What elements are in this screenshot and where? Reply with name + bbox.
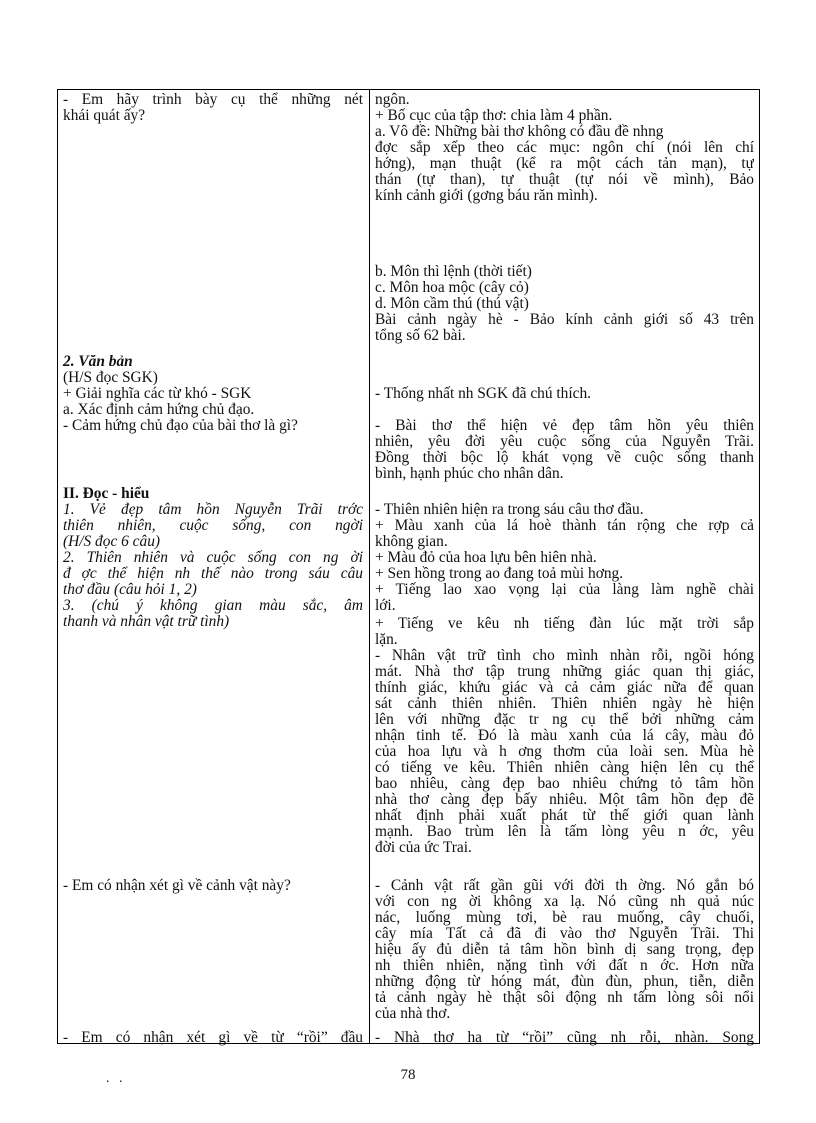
answer-text-line: - Nhân vật trữ tình cho mình nhàn rỗi, ngồi hóng <box>375 648 754 664</box>
question-text-line: a. Xác định cảm hứng chủ đạo. <box>63 401 255 418</box>
answer-text-line: - Nhà thơ ha từ “rồi” cũng nh rỗi, nhàn. Song <box>375 1030 754 1046</box>
question-text-line: - Em hãy trình bày cụ thể những nét <box>63 92 363 108</box>
answer-text-line: nhiên, yêu đời yêu cuộc sống của Nguyễn Trãi. <box>375 434 754 450</box>
answer-text-line: nhận tinh tế. Đó là màu xanh của lá cây, màu đỏ <box>375 728 754 744</box>
question-text-line: 1. Vẻ đẹp tâm hồn Nguyễn Trãi trớc <box>63 502 363 518</box>
question-text-line: thơ đầu (câu hỏi 1, 2) <box>63 581 197 598</box>
answer-text-line: lới. <box>375 597 396 614</box>
answer-text-line: + Tiếng ve kêu nh tiếng đàn lúc mặt trời sắp <box>375 616 754 632</box>
answer-text-line: của hoa lựu và h ơng thơm của loài sen. Mùa hè <box>375 744 754 760</box>
answer-text-line: thính giác, khứu giác và cả cảm giác nữa để quan <box>375 680 754 696</box>
answer-text-line: nác, luống mùng tơi, bè rau muống, cây chuối, <box>375 910 754 926</box>
answer-text-line: b. Môn thì lệnh (thời tiết) <box>375 263 532 280</box>
answer-text-line: với con ng ời không xa lạ. Nó cũng nh quả núc <box>375 894 754 910</box>
answer-text-line: tổng số 62 bài. <box>375 327 466 344</box>
question-text-line: - Em có nhận xét gì về từ “rồi” đầu <box>63 1030 363 1046</box>
answer-text-line: nh thiên nhiên, nặng tình với đất n ớc. Hơn nữa <box>375 958 754 974</box>
answer-text-line: + Màu xanh của lá hoè thành tán rộng che rợp cả <box>375 518 754 534</box>
answer-text-line: a. Vô đề: Những bài thơ không có đầu đề nhng <box>375 123 664 140</box>
answer-text-line: Bài cảnh ngày hè - Bảo kính cảnh giới số 43 trên <box>375 312 754 328</box>
question-text-line: thanh và nhân vật trữ tình) <box>63 613 230 630</box>
answer-text-line: bao nhiêu, càng đẹp bao nhiêu chứng tỏ tâm hồn <box>375 776 754 792</box>
answer-text-line: ngôn. <box>375 91 410 108</box>
answer-text-line: sát cảnh thiên nhiên. Thiên nhiên ngày hè hiện <box>375 696 754 712</box>
answer-text-line: - Thống nhất nh SGK đã chú thích. <box>375 385 592 402</box>
answer-text-line: mát. Nhà thơ tập trung những giác quan thị giác, <box>375 664 754 680</box>
answer-text-line: của nhà thơ. <box>375 1005 451 1022</box>
question-text-line: thiên nhiên, cuộc sống, con ngời <box>63 518 363 534</box>
question-text-line: 2. Văn bản <box>63 353 133 370</box>
answer-text-line: nhà thơ càng đẹp bấy nhiêu. Một tâm hồn đẹp đẽ <box>375 792 754 808</box>
answer-text-line: - Cảnh vật rất gần gũi với đời th ờng. Nó gắn bó <box>375 878 754 894</box>
answer-text-line: thán (tự than), tự thuật (tự nói về mình), Bảo <box>375 172 754 188</box>
answer-text-line: không gian. <box>375 533 448 550</box>
page-number: 78 <box>400 1067 416 1083</box>
answer-text-line: tả cảnh ngày hè thật sôi động nh tấm lòng sôi nổi <box>375 990 754 1006</box>
answer-text-line: - Bài thơ thể hiện vẻ đẹp tâm hồn yêu thiên <box>375 418 754 434</box>
answer-text-line: kính cảnh giới (gơng báu răn mình). <box>375 187 598 204</box>
question-text-line: (H/S đọc 6 câu) <box>63 533 161 550</box>
answer-text-line: + Bố cục của tập thơ: chia làm 4 phần. <box>375 107 613 124</box>
table-border-right <box>759 89 760 1044</box>
table-border-left <box>57 89 58 1044</box>
answer-text-line: hiệu ấy đủ diễn tả tâm hồn bình dị sang trọng, đẹp <box>375 942 754 958</box>
answer-text-line: + Màu đỏ của hoa lựu bên hiên nhà. <box>375 549 597 566</box>
question-text-line: 3. (chú ý không gian màu sắc, âm <box>63 598 363 614</box>
answer-text-line: c. Môn hoa mộc (cây cỏ) <box>375 279 529 296</box>
question-text-line: + Giải nghĩa các từ khó - SGK <box>63 385 252 402</box>
answer-text-line: cây mía Tất cả đã đi vào thơ Nguyễn Trãi. Thi <box>375 926 754 942</box>
question-text-line: - Cảm hứng chủ đạo của bài thơ là gì? <box>63 417 298 434</box>
answer-text-line: có tiếng ve kêu. Thiên nhiên càng hiện lên cụ thể <box>375 760 754 776</box>
question-text-line: - Em có nhận xét gì về cảnh vật này? <box>63 877 291 894</box>
answer-text-line: đời của ức Trai. <box>375 839 472 856</box>
question-text-line: II. Đọc - hiểu <box>63 485 150 502</box>
answer-text-line: bình, hạnh phúc cho nhân dân. <box>375 465 564 482</box>
answer-text-line: hớng), mạn thuật (kể ra một cách tản mạn), tự <box>375 156 754 172</box>
question-text-line: khái quát ấy? <box>63 107 146 124</box>
answer-text-line: Đồng thời bộc lộ khát vọng về cuộc sống thanh <box>375 450 754 466</box>
answer-text-line: đợc sắp xếp theo các mục: ngôn chí (nói lên chí <box>375 140 754 156</box>
answer-text-line: + Tiếng lao xao vọng lại của làng làm nghề chài <box>375 582 754 598</box>
answer-text-line: mạnh. Bao trùm lên là tấm lòng yêu n ớc, yêu <box>375 824 754 840</box>
table-column-divider <box>369 89 370 1044</box>
footer-mark: . . <box>106 1071 126 1086</box>
answer-text-line: d. Môn cầm thú (thú vật) <box>375 295 529 312</box>
lesson-table <box>57 89 760 1044</box>
question-text-line: đ ợc thể hiện nh thế nào trong sáu câu <box>63 566 363 582</box>
answer-text-line: + Sen hồng trong ao đang toả mùi hơng. <box>375 565 624 582</box>
answer-text-line: nhất định phải xuất phát từ thế giới quan lành <box>375 808 754 824</box>
answer-text-line: những động từ hóng mát, đùn đùn, phun, tiễn, diễn <box>375 974 754 990</box>
question-text-line: (H/S đọc SGK) <box>63 369 158 386</box>
answer-text-line: - Thiên nhiên hiện ra trong sáu câu thơ đầu. <box>375 501 644 518</box>
answer-text-line: lặn. <box>375 631 398 648</box>
answer-text-line: lên với những đặc tr ng cụ thể bởi những cảm <box>375 712 754 728</box>
question-text-line: 2. Thiên nhiên và cuộc sống con ng ời <box>63 550 363 566</box>
